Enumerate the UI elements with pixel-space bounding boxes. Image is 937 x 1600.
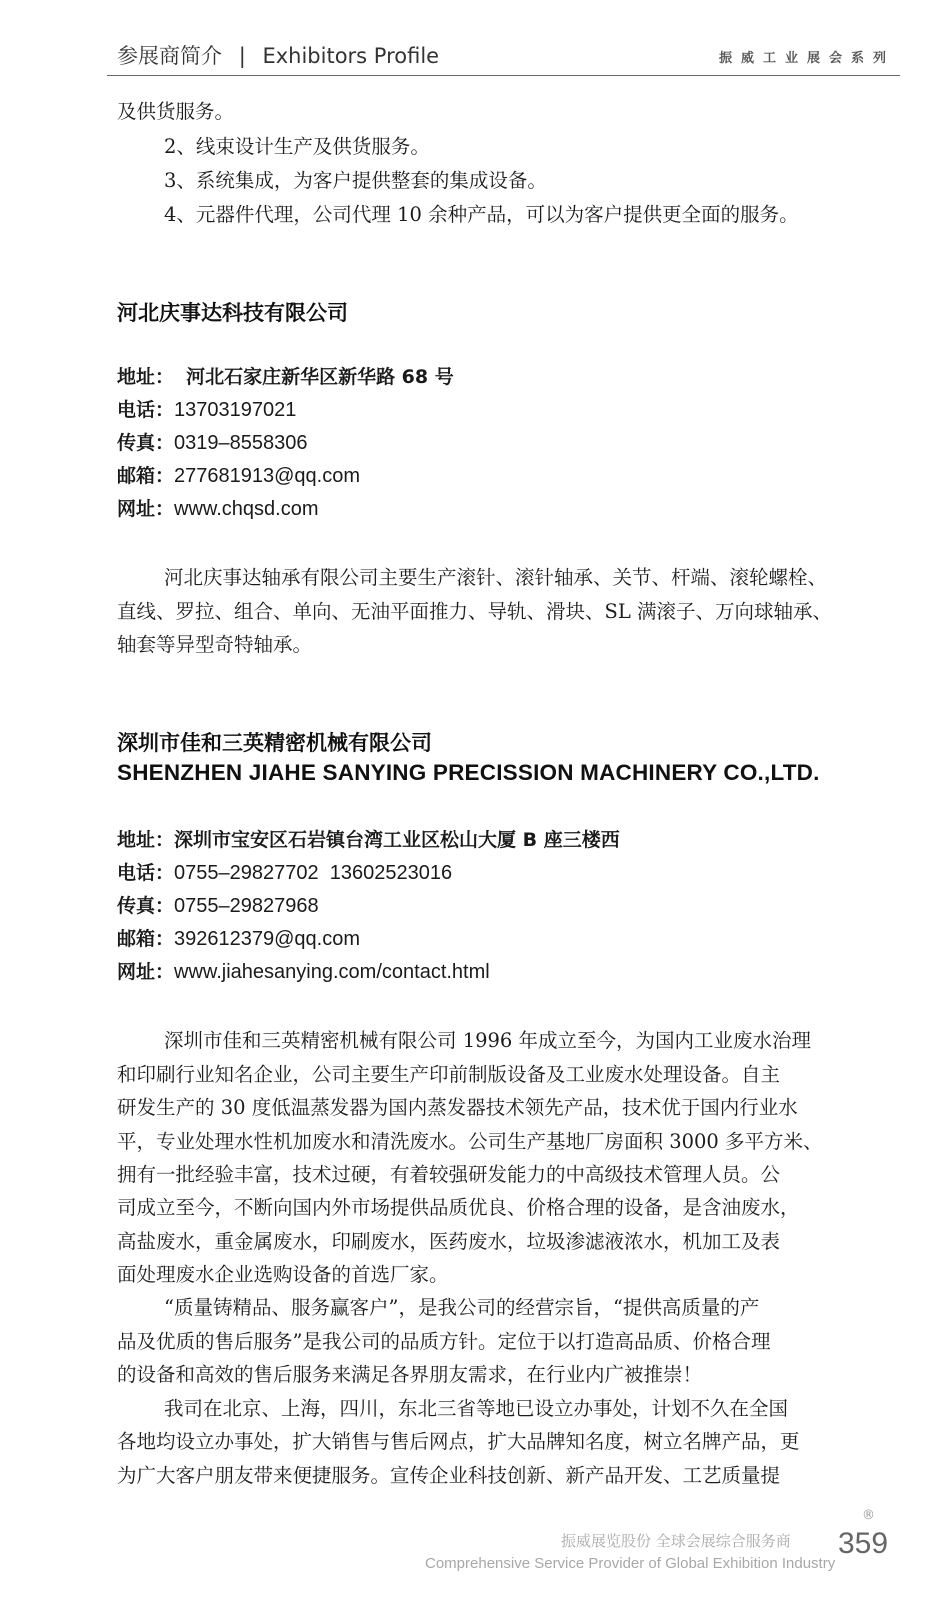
header-section-cn: 参展商简介 [117, 44, 222, 68]
contact-label: 电话： [117, 399, 175, 421]
contact-value: 深圳市宝安区石岩镇台湾工业区松山大厦 B 座三楼西 [174, 829, 620, 851]
contact-row-website [117, 957, 490, 984]
contact-row-email [117, 461, 360, 488]
description-line: 直线、罗拉、组合、单向、无油平面推力、导轨、滑块、SL 满滚子、万向球轴承、 [117, 600, 833, 623]
description-line: 河北庆事达轴承有限公司主要生产滚针、滚针轴承、关节、杆端、滚轮螺栓、 [164, 566, 828, 589]
company-title: 河北庆事达科技有限公司 [117, 301, 348, 325]
company-title-en: SHENZHEN JIAHE SANYING PRECISSION MACHINERY CO.,LTD. [117, 760, 820, 785]
description-line: 各地均设立办事处，扩大销售与售后网点，扩大品牌知名度，树立名牌产品，更 [117, 1430, 800, 1453]
contact-value: www.jiahesanying.com/contact.html [174, 961, 490, 983]
description-line: 高盐废水，重金属废水，印刷废水，医药废水，垃圾渗滤液浓水，机加工及表 [117, 1230, 781, 1253]
contact-value: 13703197021 [174, 399, 297, 421]
header-separator: | [238, 44, 246, 68]
header-series: 振威工业展会系列 [718, 51, 895, 66]
header-rule [107, 75, 900, 76]
contact-label: 电话： [117, 862, 175, 884]
contact-value: 0319–8558306 [174, 432, 308, 454]
contact-value: 0755–29827702 13602523016 [174, 862, 453, 884]
contact-value: 0755–29827968 [174, 895, 319, 917]
description-line: 品及优质的售后服务”是我公司的品质方针。定位于以打造高品质、价格合理 [117, 1330, 771, 1353]
contact-label: 地址： [117, 366, 175, 388]
contact-label: 网址： [117, 961, 175, 983]
contact-label: 传真： [117, 895, 175, 917]
description-line: “质量铸精品、服务赢客户”，是我公司的经营宗旨，“提供高质量的产 [164, 1296, 760, 1319]
page-number: 359 [838, 1527, 889, 1560]
company-title: 深圳市佳和三英精密机械有限公司 [117, 731, 432, 755]
description-line: 深圳市佳和三英精密机械有限公司 1996 年成立至今，为国内工业废水治理 [164, 1029, 812, 1052]
intro-line: 2、线束设计生产及供货服务。 [164, 135, 430, 158]
registered-mark: ® [862, 1508, 875, 1523]
contact-value: 河北石家庄新华区新华路 68 号 [186, 366, 454, 388]
contact-label: 网址： [117, 498, 175, 520]
description-line: 司成立至今，不断向国内外市场提供品质优良、价格合理的设备，是含油废水， [117, 1196, 800, 1219]
contact-value: 277681913@qq.com [174, 465, 361, 487]
description-line: 我司在北京、上海，四川，东北三省等地已设立办事处，计划不久在全国 [164, 1397, 789, 1420]
contact-label: 传真： [117, 432, 175, 454]
contact-label: 地址： [117, 829, 175, 851]
description-line: 平，专业处理水性机加废水和清洗废水。公司生产基地厂房面积 3000 多平方米、 [117, 1130, 823, 1153]
contact-row-fax [117, 428, 308, 455]
contact-row-phone [117, 858, 452, 885]
contact-row-address [117, 825, 620, 852]
description-line: 和印刷行业知名企业，公司主要生产印前制版设备及工业废水处理设备。自主 [117, 1063, 781, 1086]
intro-line: 3、系统集成，为客户提供整套的集成设备。 [164, 169, 547, 192]
contact-label: 邮箱： [117, 465, 175, 487]
description-line: 面处理废水企业选购设备的首选厂家。 [117, 1263, 449, 1286]
description-line: 的设备和高效的售后服务来满足各界朋友需求，在行业内广被推崇！ [117, 1363, 703, 1386]
contact-value: www.chqsd.com [174, 498, 319, 520]
description-line: 研发生产的 30 度低温蒸发器为国内蒸发器技术领先产品，技术优于国内行业水 [117, 1096, 798, 1119]
contact-row-website [117, 494, 319, 521]
contact-label: 邮箱： [117, 928, 175, 950]
description-line: 轴套等异型奇特轴承。 [117, 633, 313, 656]
header-section-en: Exhibitors Profile [262, 44, 440, 68]
contact-row-fax [117, 891, 319, 918]
intro-line: 及供货服务。 [117, 100, 235, 123]
contact-value: 392612379@qq.com [174, 928, 361, 950]
running-header [117, 40, 439, 70]
contact-row-phone [117, 395, 296, 422]
footer-tagline-en: Comprehensive Service Provider of Global Exhibition Industry [425, 1555, 836, 1572]
description-line: 为广大客户朋友带来便捷服务。宣传企业科技创新、新产品开发、工艺质量提 [117, 1464, 781, 1487]
intro-line: 4、元器件代理，公司代理 10 余种产品，可以为客户提供更全面的服务。 [164, 203, 799, 226]
description-line: 拥有一批经验丰富，技术过硬，有着较强研发能力的中高级技术管理人员。公 [117, 1163, 781, 1186]
contact-row-email [117, 924, 360, 951]
footer-tagline-cn: 振威展览股份 全球会展综合服务商 [561, 1532, 791, 1550]
contact-row-address [117, 362, 454, 389]
